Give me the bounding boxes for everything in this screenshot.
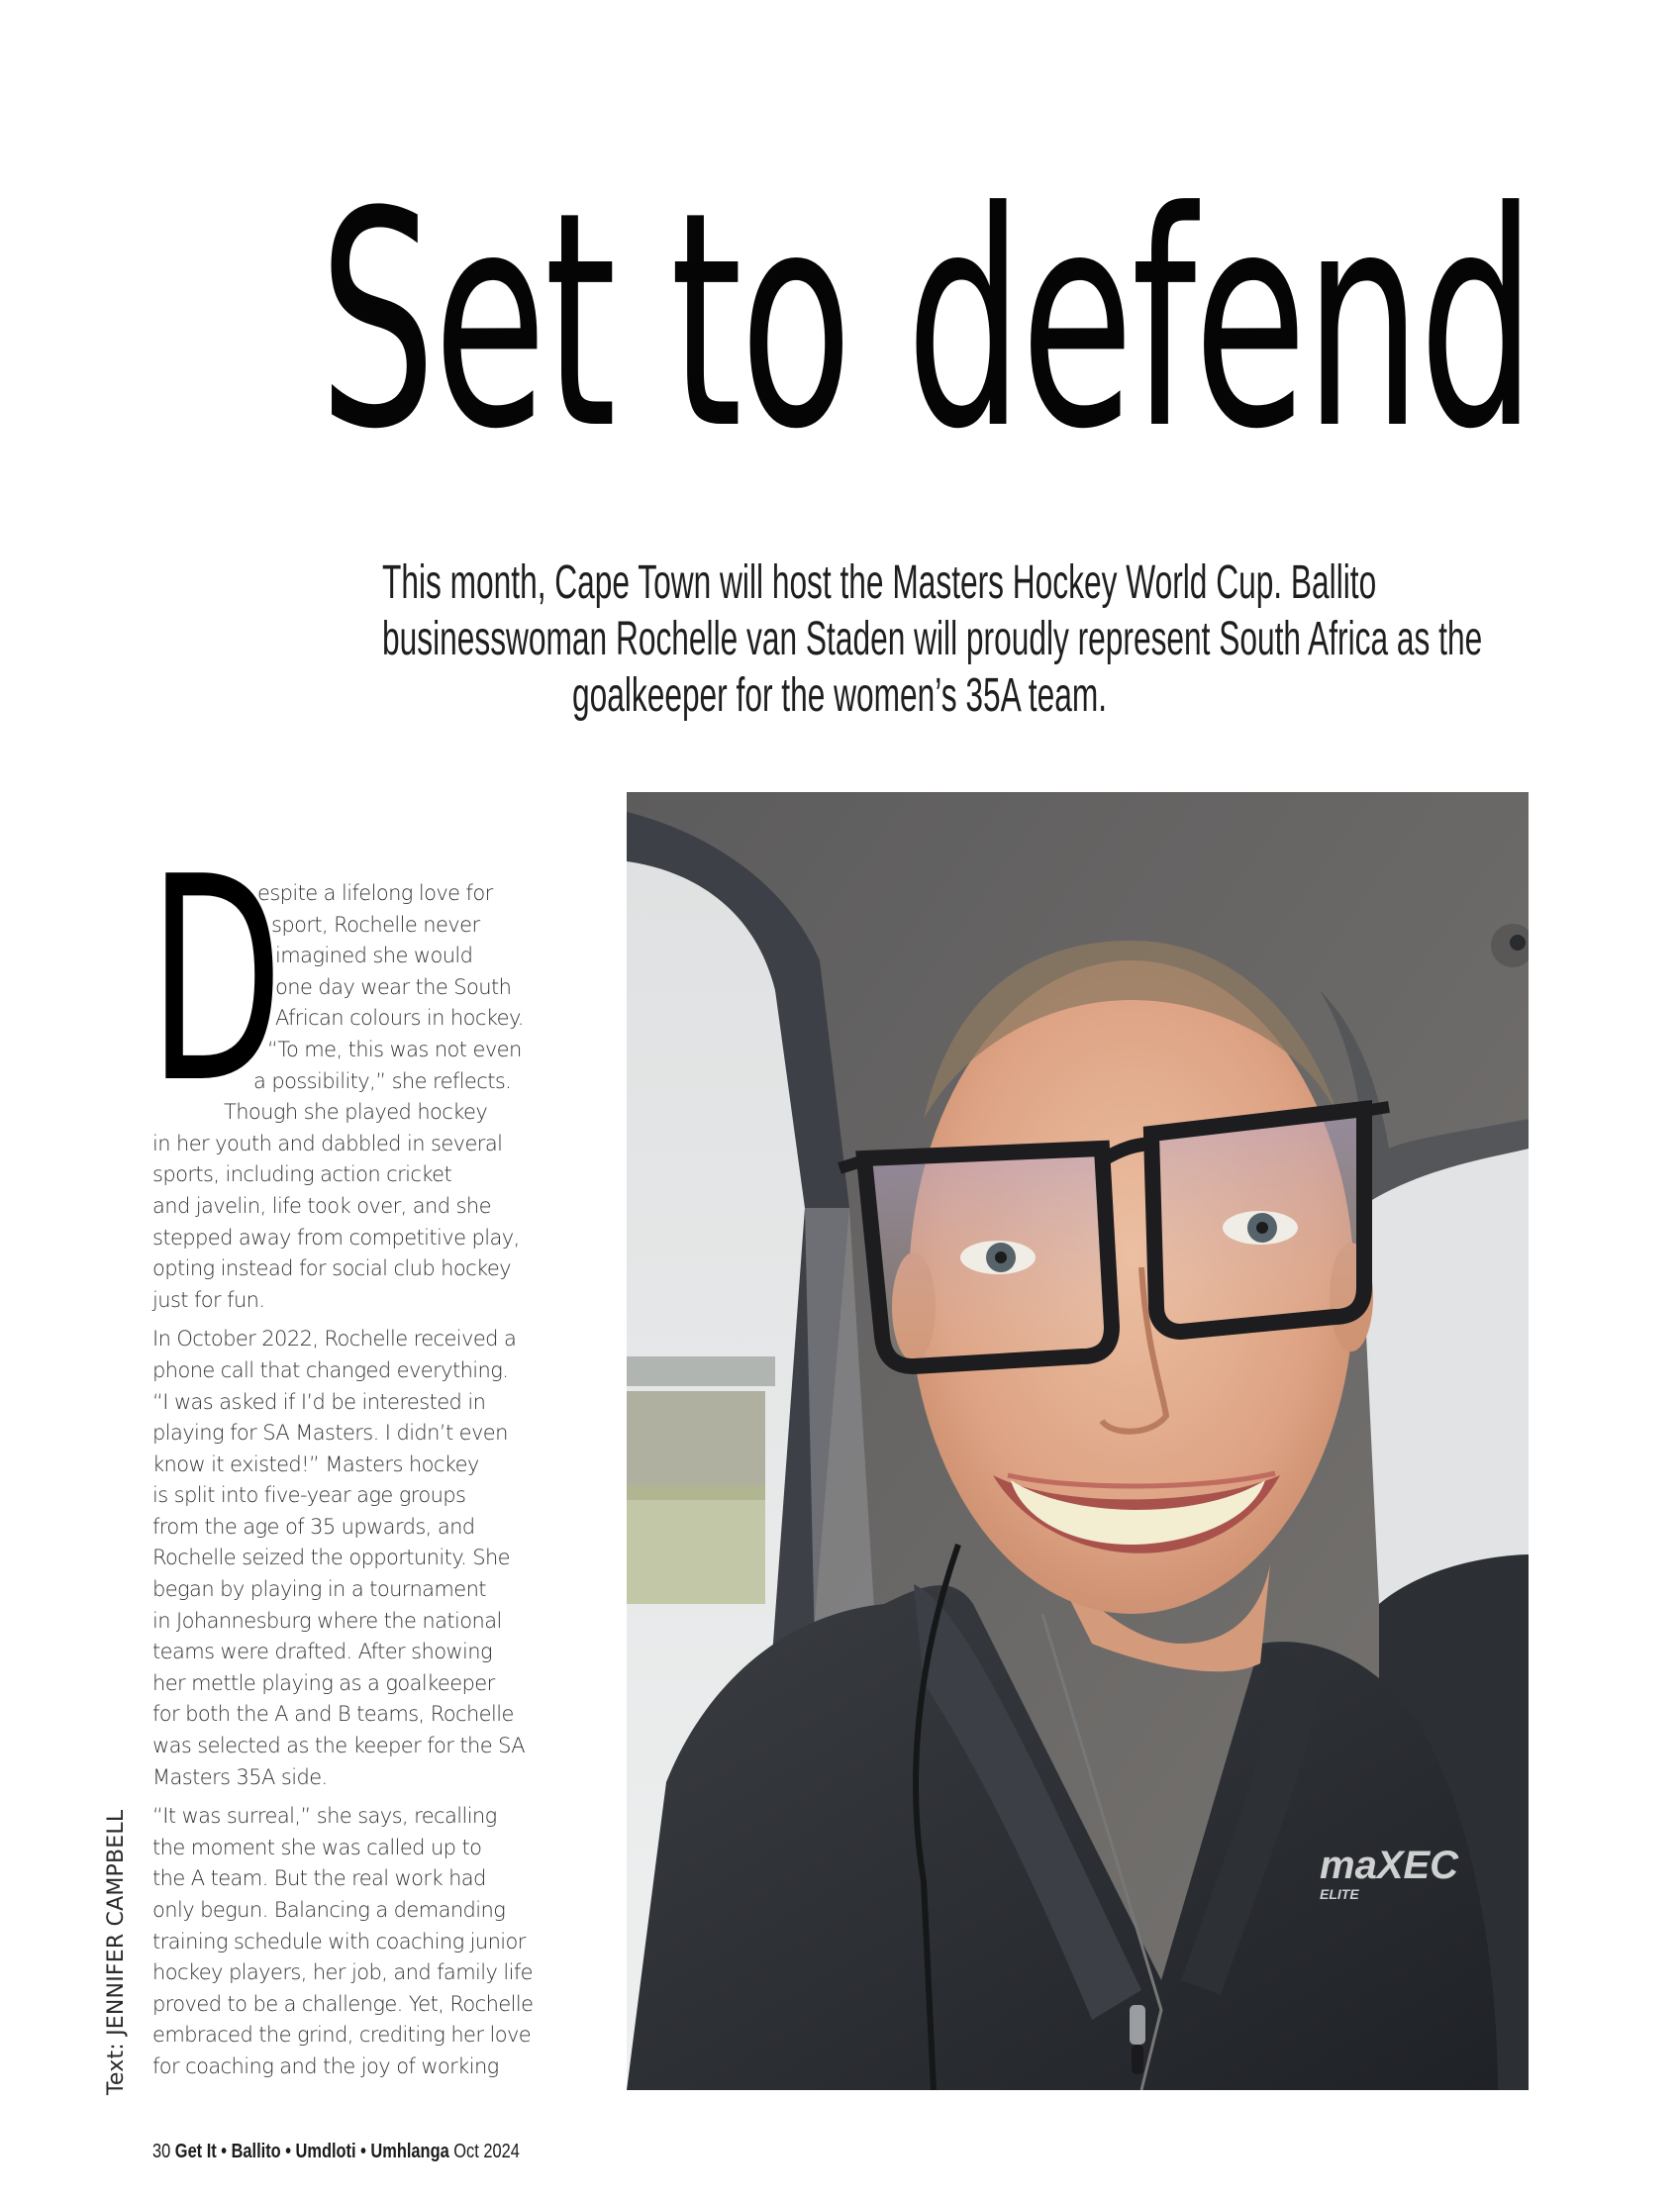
portrait-photo — [627, 792, 1529, 2090]
text-line: proved to be a challenge. Yet, Rochelle — [152, 1991, 534, 2016]
portrait-illustration — [627, 792, 1529, 2090]
text-line: imagined she would — [275, 944, 473, 968]
text-line: Though she played hockey — [224, 1100, 488, 1125]
text-line: for both the A and B teams, Rochelle — [152, 1702, 514, 1727]
text-line: just for fun. — [152, 1287, 265, 1312]
standfirst — [147, 554, 1532, 724]
text-line: opting instead for social club hockey — [152, 1256, 512, 1281]
text-line: “To me, this was not even — [267, 1037, 522, 1061]
standfirst-line: goalkeeper for the women’s 35A team. — [571, 669, 1108, 722]
text-line: training schedule with coaching junior — [152, 1929, 526, 1953]
headline: Set to defend — [319, 149, 1533, 494]
text-line: phone call that changed everything. — [152, 1357, 509, 1382]
article-paragraph — [152, 878, 588, 1316]
author-byline: Text: JENNIFER CAMPBELL — [104, 1809, 129, 2095]
text-line: is split into five-year age groups — [152, 1483, 466, 1508]
text-line: In October 2022, Rochelle received a — [152, 1327, 517, 1351]
text-line: Rochelle seized the opportunity. She — [152, 1546, 510, 1570]
text-line: sports, including action cricket — [152, 1162, 452, 1187]
text-line: teams were drafted. After showing — [152, 1640, 492, 1664]
text-line: sport, Rochelle never — [271, 912, 480, 937]
drop-cap: D — [148, 817, 284, 1146]
article-paragraph — [152, 1801, 588, 2082]
text-line: the A team. But the real work had — [152, 1866, 486, 1891]
article-body — [152, 878, 588, 2083]
text-line: Masters 35A side. — [152, 1764, 328, 1789]
text-line: from the age of 35 upwards, and — [152, 1514, 475, 1539]
page-footer — [152, 2139, 520, 2164]
paragraph-gap — [152, 1793, 588, 1801]
paragraph-gap — [152, 1316, 588, 1324]
text-line: in her youth and dabbled in several — [152, 1131, 503, 1155]
publication-name: Get It • Ballito • Umdloti • Umhlanga — [174, 2141, 449, 2162]
text-line: “I was asked if I’d be interested in — [152, 1389, 486, 1414]
text-line: hockey players, her job, and family life — [152, 1960, 534, 1985]
text-line: in Johannesburg where the national — [152, 1608, 502, 1633]
text-line: a possibility,” she reflects. — [253, 1068, 512, 1093]
text-line: began by playing in a tournament — [152, 1577, 486, 1602]
issue-date: Oct 2024 — [453, 2141, 520, 2162]
standfirst-line: businesswoman Rochelle van Staden will proudly represent South Africa as the — [381, 613, 1483, 665]
article-paragraph — [152, 1324, 588, 1793]
text-line: her mettle playing as a goalkeeper — [152, 1670, 495, 1695]
text-line: for coaching and the joy of working — [152, 2053, 499, 2078]
text-line: playing for SA Masters. I didn’t even — [152, 1421, 508, 1446]
text-line: only begun. Balancing a demanding — [152, 1898, 506, 1922]
text-line: and javelin, life took over, and she — [152, 1193, 491, 1218]
standfirst-line: This month, Cape Town will host the Masters Hockey World Cup. Ballito — [381, 556, 1377, 609]
text-line: African colours in hockey. — [275, 1006, 524, 1031]
svg-text:maXEC: maXEC — [1320, 1844, 1459, 1887]
page-number: 30 — [152, 2141, 171, 2162]
text-line: know it existed!” Masters hockey — [152, 1451, 479, 1476]
text-line: embraced the grind, crediting her love — [152, 2023, 532, 2048]
text-line: was selected as the keeper for the SA — [152, 1734, 525, 1758]
svg-text:ELITE: ELITE — [1320, 1886, 1359, 1902]
text-line: the moment she was called up to — [152, 1835, 482, 1859]
text-line: one day wear the South — [275, 974, 512, 999]
text-line: “It was surreal,” she says, recalling — [152, 1804, 497, 1829]
text-line: stepped away from competitive play, — [152, 1225, 520, 1250]
text-line: espite a lifelong love for — [257, 881, 493, 905]
